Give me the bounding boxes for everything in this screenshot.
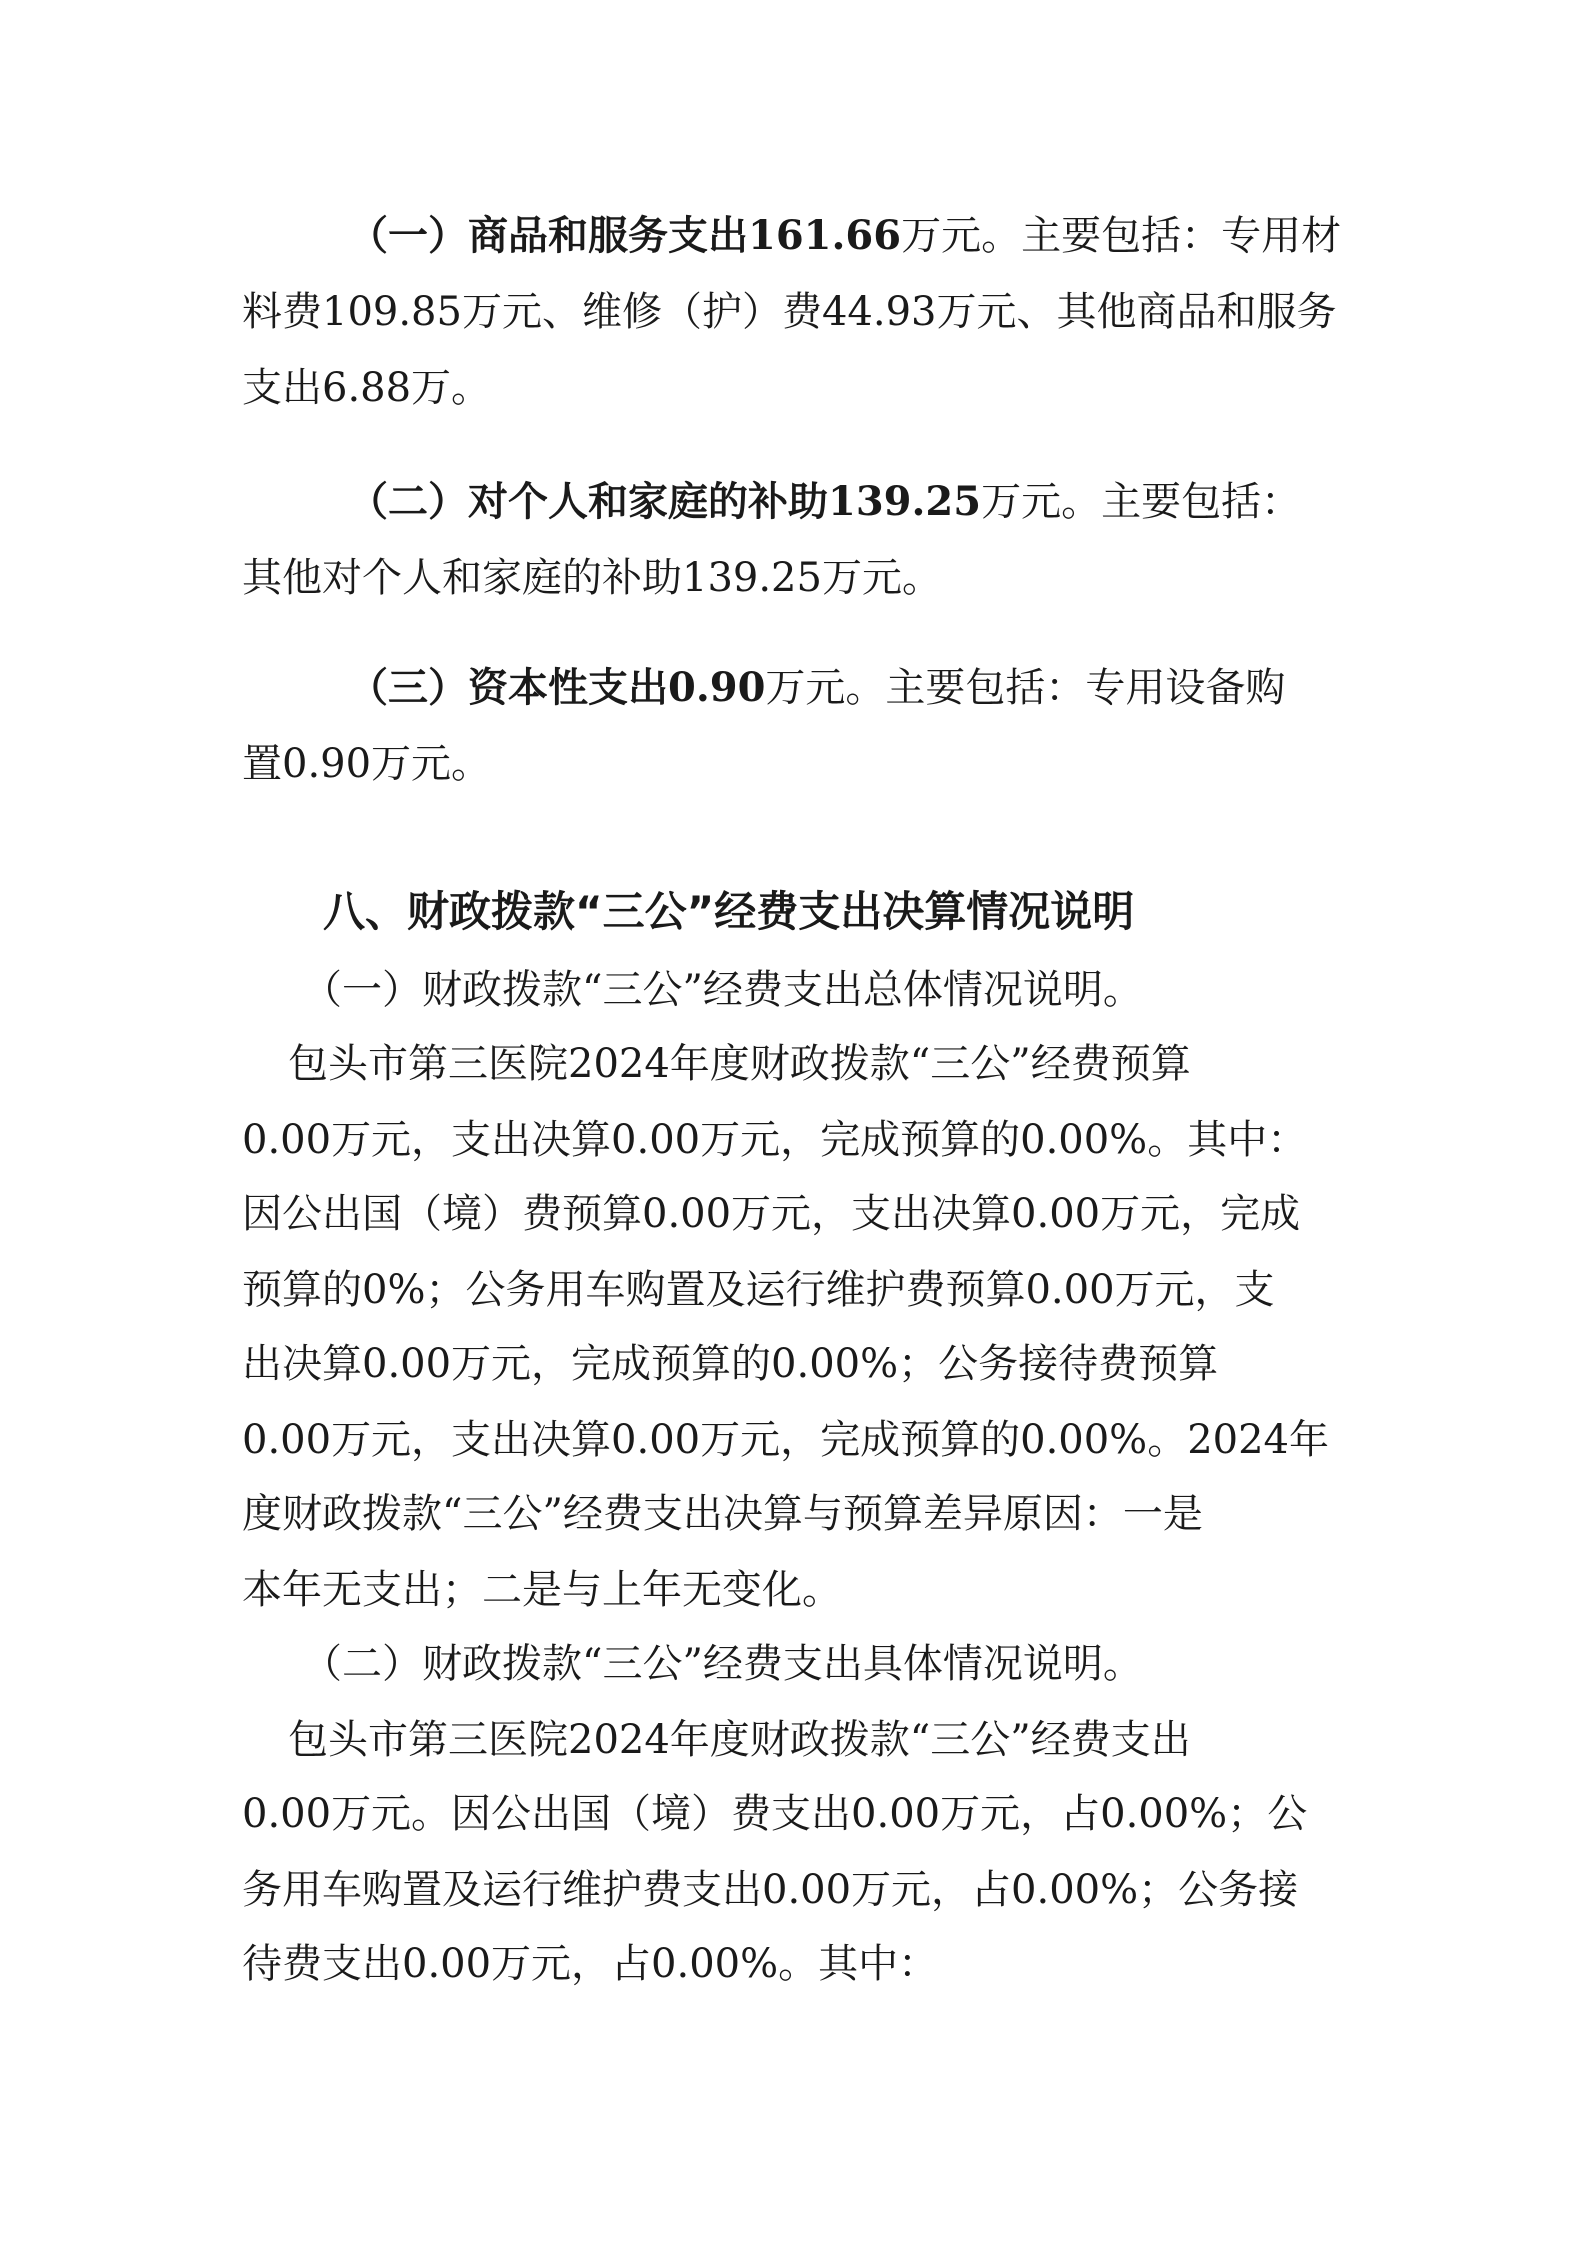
section8-heading: 八、财政拨款“三公”经费支出决算情况说明 [323,887,1135,936]
item2-line2: 其他对个人和家庭的补助139.25万元。 [242,555,942,601]
sub2-line-3: 待费支出0.00万元，占0.00%。其中： [242,1941,939,1987]
item2-amount: 139.25 [828,478,982,525]
sub2-line-0: 包头市第三医院2024年度财政拨款“三公”经费支出 [288,1717,1191,1763]
item1-line2: 料费109.85万元、维修（护）费44.93万元、其他商品和服务 [242,289,1337,335]
sub2-line-2: 务用车购置及运行维护费支出0.00万元，占0.00%；公务接 [242,1867,1299,1913]
item2-prefix: （二）对个人和家庭的补助 [348,478,828,525]
item1-line1 [348,212,1341,260]
sub1-line-2: 因公出国（境）费预算0.00万元，支出决算0.00万元，完成 [242,1191,1301,1237]
sub1-line-3: 预算的0%；公务用车购置及运行维护费预算0.00万元，支 [242,1267,1275,1313]
item2-tail: 万元。主要包括： [981,479,1302,525]
item2-line1 [348,478,1301,526]
item3-amount: 0.90 [668,664,766,711]
sub1-line-5: 0.00万元，支出决算0.00万元，完成预算的0.00%。2024年 [242,1417,1329,1463]
item1-tail: 万元。主要包括：专用材 [901,213,1342,259]
sub1-line-1: 0.00万元，支出决算0.00万元，完成预算的0.00%。其中： [242,1117,1308,1163]
item1-amount: 161.66 [748,212,902,259]
item3-tail: 万元。主要包括：专用设备购 [765,665,1286,711]
sub1-line-6: 度财政拨款“三公”经费支出决算与预算差异原因：一是 [242,1491,1203,1537]
sub1-line-4: 出决算0.00万元，完成预算的0.00%；公务接待费预算 [242,1341,1219,1387]
sub2-title: （二）财政拨款“三公”经费支出具体情况说明。 [302,1641,1143,1687]
item3-prefix: （三）资本性支出 [348,664,668,711]
item3-line2: 置0.90万元。 [242,741,492,787]
sub1-title: （一）财政拨款“三公”经费支出总体情况说明。 [302,967,1143,1013]
item1-prefix: （一）商品和服务支出 [348,212,748,259]
sub1-line-7: 本年无支出；二是与上年无变化。 [242,1567,842,1613]
sub1-line-0: 包头市第三医院2024年度财政拨款“三公”经费预算 [288,1041,1191,1087]
sub2-line-1: 0.00万元。因公出国（境）费支出0.00万元，占0.00%；公 [242,1791,1308,1837]
item3-line1 [348,664,1285,712]
item1-line3: 支出6.88万。 [242,365,492,411]
